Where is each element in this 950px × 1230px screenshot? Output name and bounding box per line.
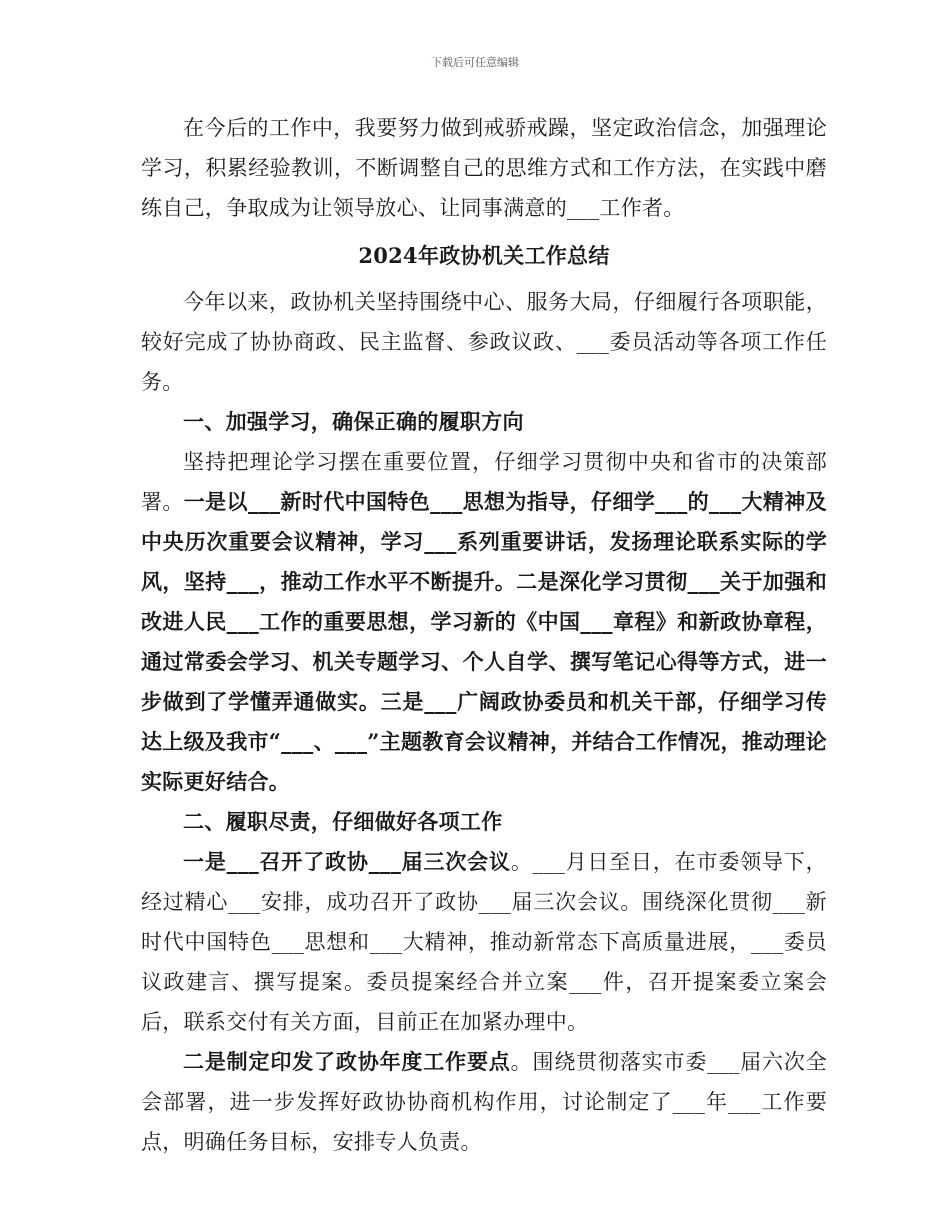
section-1-paragraph xyxy=(141,442,827,802)
item-1-paragraph xyxy=(141,842,827,1042)
section-1-lead: 坚持把理论学习摆在重要位置，仔细学习贯彻中央和省市的决策部署。 xyxy=(141,450,827,514)
section-1-bold-text: 一是以___新时代中国特色___思想为指导，仔细学___的___大精神及中央历次重要会议精神，学习___系列重要讲话，发扬理论联系实际的学风，坚持___，推动工作水平不断提升。二是深化学习贯彻___关于加强和改进人民___工作的重要思想，学习新的《中国___章程》和新政协章程，通过常委会学习、机关专题学习、个人自学、撰写笔记心得等方式，进一步做到了学懂弄通做实。三是___广阔政协委员和机关干部，仔细学习传达上级及我市“___、___”主题教育会议精神，并结合工作情况，推动理论实际更好结合。 xyxy=(141,489,827,794)
document-title: 2024年政协机关工作总结 xyxy=(358,243,610,268)
item-2-bold-lead: 二是制定印发了政协年度工作要点 xyxy=(183,1049,511,1074)
section-1-heading: 一、加强学习，确保正确的履职方向 xyxy=(183,409,524,434)
summary-paragraph: 今年以来，政协机关坚持围绕中心、服务大局，仔细履行各项职能，较好完成了协协商政、民主监督、参政议政、___委员活动等各项工作任务。 xyxy=(141,290,827,394)
intro-paragraph: 在今后的工作中，我要努力做到戒骄戒躁，坚定政治信念，加强理论学习，积累经验教训，不断调整自己的思维方式和工作方法，在实践中磨练自己，争取成为让领导放心、让同事满意的___工作者。 xyxy=(141,116,827,220)
header-note: 下载后可任意编辑 xyxy=(431,56,519,69)
section-2-heading: 二、履职尽责，仔细做好各项工作 xyxy=(183,809,503,834)
item-2-paragraph xyxy=(141,1042,827,1162)
item-1-bold-lead: 一是___召开了政协___届三次会议 xyxy=(183,849,511,874)
item-1-text: 。___月日至日，在市委领导下，经过精心___安排，成功召开了政协___届三次会议。围绕深化贯彻___新时代中国特色___思想和___大精神，推动新常态下高质量进展，___委员议政建言、撰写提案。委员提案经合并立案___件，召开提案委立案会后，联系交付有关方面，目前正在加紧办理中。 xyxy=(141,850,827,1034)
document-body xyxy=(141,108,827,1162)
item-2-text: 。围绕贯彻落实市委___届六次全会部署，进一步发挥好政协协商机构作用，讨论制定了___年___工作要点，明确任务目标，安排专人负责。 xyxy=(141,1050,827,1154)
